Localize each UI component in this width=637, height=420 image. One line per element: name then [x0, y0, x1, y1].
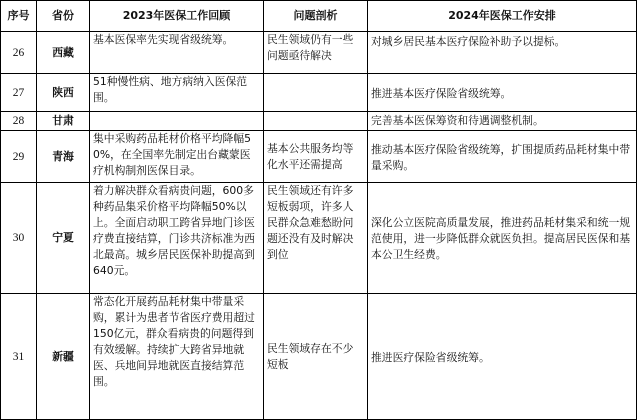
row-problem: [264, 183, 368, 294]
row-review: [90, 294, 264, 420]
row-plan: [368, 32, 637, 74]
row-province: 新疆: [37, 294, 90, 420]
table-header-row: [1, 1, 637, 32]
table-row: [1, 112, 637, 131]
plan-text: 推进医疗保险省级统筹。: [371, 350, 490, 364]
row-number: 27: [1, 74, 37, 112]
row-review: [90, 74, 264, 112]
table-row: [1, 183, 637, 294]
row-problem: [264, 112, 368, 131]
review-text: 常态化开展药品耗材集中带量采购，累计为患者节省医疗费用超过150亿元，群众看病贵的问题得到有效缓解。持续扩大跨省异地就医、兵地间异地就医直接结算范围。: [93, 295, 255, 388]
problem-text: 民生领域仍有一些问题亟待解决: [267, 33, 354, 62]
problem-text: 民生领域存在不少短板: [267, 341, 354, 371]
row-problem: [264, 74, 368, 112]
table-row: [1, 294, 637, 420]
row-province: 西藏: [37, 32, 90, 74]
review-text: 基本医保率先实现省级统筹。: [93, 33, 234, 46]
table-row: [1, 74, 637, 112]
row-problem: [264, 32, 368, 74]
header-province: 省份: [37, 1, 90, 32]
header-review: 2023年医保工作回顾: [90, 1, 264, 32]
row-number: 28: [1, 112, 37, 131]
row-number: 26: [1, 32, 37, 74]
problem-text: 基本公共服务均等化水平还需提高: [267, 141, 354, 171]
row-province: 甘肃: [37, 112, 90, 131]
plan-text: 完善基本医保筹资和待遇调整机制。: [371, 114, 544, 127]
row-review: [90, 131, 264, 183]
row-review: [90, 112, 264, 131]
problem-text: 民生领域还有许多短板弱项，许多人民群众急难愁盼问题还没有及时解决到位: [267, 184, 354, 261]
row-review: [90, 183, 264, 294]
header-no: 序号: [1, 1, 37, 32]
row-number: 30: [1, 183, 37, 294]
row-plan: [368, 74, 637, 112]
review-text: 51种慢性病、地方病纳入医保范围。: [93, 75, 248, 104]
header-plan: 2024年医保工作安排: [368, 1, 637, 32]
row-plan: [368, 294, 637, 420]
row-province: 陕西: [37, 74, 90, 112]
plan-text: 推进基本医疗保险省级统筹。: [371, 86, 512, 100]
row-number: 29: [1, 131, 37, 183]
row-problem: [264, 294, 368, 420]
row-number: 31: [1, 294, 37, 420]
plan-text: 推动基本医疗保险省级统筹，扩围提质药品耗材集中带量采购。: [371, 142, 631, 172]
row-problem: [264, 131, 368, 183]
table-row: [1, 131, 637, 183]
row-province: 宁夏: [37, 183, 90, 294]
row-plan: [368, 131, 637, 183]
header-problem: 问题剖析: [264, 1, 368, 32]
plan-text: 对城乡居民基本医疗保险补助予以提标。: [371, 35, 566, 48]
plan-text: 深化公立医院高质量发展，推进药品耗材集采和统一规范使用，进一步降低群众就医负担。提高居民医保和基本公卫生经费。: [371, 216, 631, 261]
review-text: 着力解决群众看病贵问题，600多种药品集采价格平均降幅50%以上。全面启动职工跨省异地门诊医疗费直接结算，门诊共济标准为西北最高。城乡居民医保补助提高到640元。: [93, 184, 255, 277]
row-province: 青海: [37, 131, 90, 183]
row-review: [90, 32, 264, 74]
row-plan: [368, 112, 637, 131]
table-row: [1, 32, 637, 74]
row-plan: [368, 183, 637, 294]
review-text: 集中采购药品耗材价格平均降幅50%，在全国率先制定出台藏蒙医疗机构制剂医保目录。: [93, 132, 252, 177]
